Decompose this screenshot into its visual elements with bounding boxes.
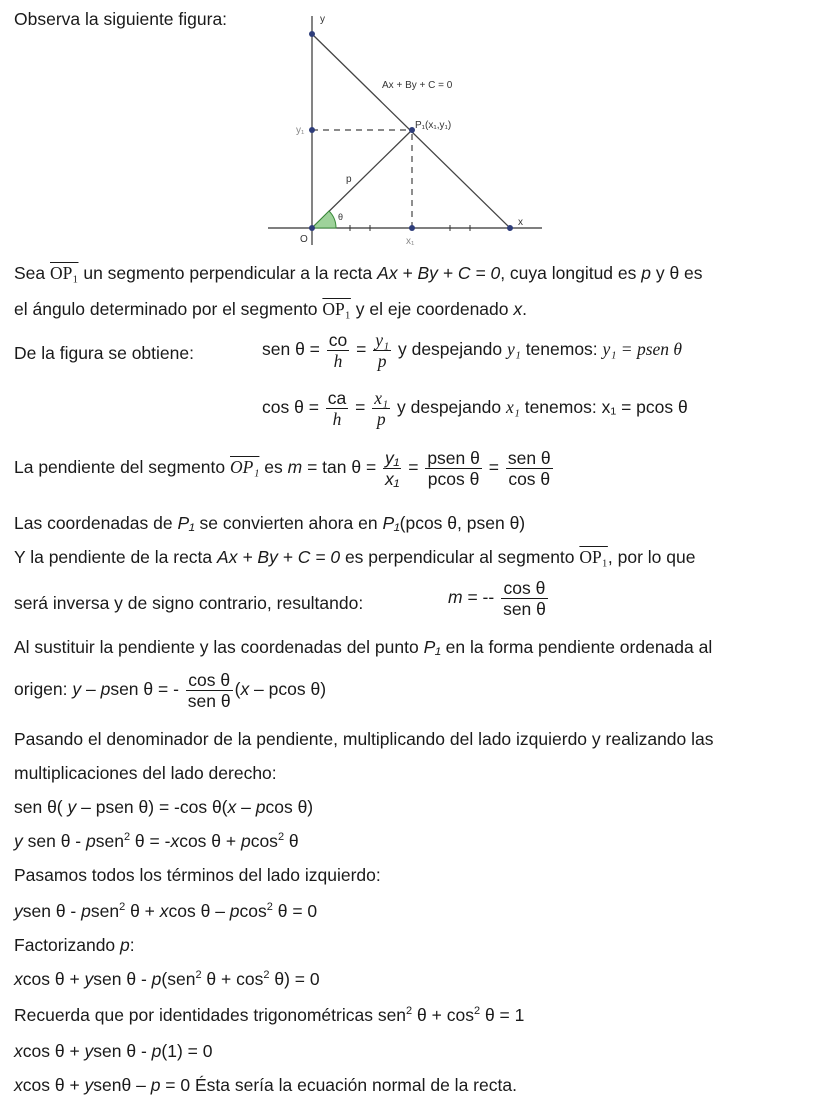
p-label: p — [346, 174, 352, 185]
text-line-12: multiplicaciones del lado derecho: — [14, 763, 277, 783]
intro-text: Observa la siguiente figura: — [14, 9, 228, 29]
inverse-slope-equation: m = -- $\frac{\text{cos θ}}{\text{sen θ}}$ — [448, 578, 546, 619]
angle-arc — [312, 211, 336, 228]
text-line-11: Pasando el denominador de la pendiente, multiplicando del lado izquierdo y realizando las — [14, 729, 714, 749]
slope-equation: La pendiente del segmento OP₁ es m = tan θ = $\frac{\text{y₁}}{\text{x₁}}$ = $\frac{\text{psen θ}}{\text{pcos θ}}$ = $\frac{\text{sen θ}}{\text{cos θ}}$ — [14, 448, 551, 489]
text-line-7: Y la pendiente de la recta Ax + By + C = 0 es perpendicular al segmento OP₁, por lo que — [14, 547, 696, 567]
fraction-cos-sen-2: $\frac{\text{cos θ}}{\text{sen θ}}$ — [187, 670, 231, 711]
sen-theta-equation: sen θ = $\frac{co}{h}$ = $\frac{\text{y₁}}{p}$ y despejando y₁ tenemos: y₁ = psen θ — [262, 330, 683, 371]
x-axis-label: x — [518, 217, 523, 228]
fraction-psen-pcos: $\frac{\text{psen θ}}{\text{pcos θ}}$ — [427, 448, 480, 489]
fraction-x1-p: $\frac{\text{x₁}}{p}$ — [374, 388, 389, 429]
text-line-3-label: De la figura se obtiene: — [14, 343, 194, 363]
text-line-17: Factorizando p: — [14, 935, 135, 955]
x1-label: x₁ — [406, 236, 415, 247]
equation-line-18: xcos θ + ysen θ - p(sen$^2$ $\theta + \cos^2 \theta) = 0$ — [14, 969, 320, 989]
fraction-y1-p: $\frac{\text{y₁}}{p}$ — [375, 330, 390, 371]
text-line-6: Las coordenadas de P₁ se convierten ahora en P₁(pcos θ, psen θ) — [14, 513, 526, 533]
fraction-ca-h: $\frac{ca}{h}$ — [327, 388, 347, 429]
fraction-cos-sen: $\frac{\text{cos θ}}{\text{sen θ}}$ — [503, 578, 546, 619]
text-line-15: Pasamos todos los términos del lado izquierdo: — [14, 865, 381, 885]
text-line-2: el ángulo determinado por el segmento OP₁ y el eje coordenado x. — [14, 299, 527, 319]
text-line-19: Recuerda que por identidades trigonométricas sen$^2$ $\theta + \cos^2 \theta = 1$ — [14, 1005, 525, 1025]
geometry-figure — [262, 10, 552, 250]
equation-line-14: y sen θ - psen$^2$ θ = -xcos θ + pcos$^2$ θ — [14, 831, 299, 851]
fraction-co-h: $\frac{co}{h}$ — [328, 330, 348, 371]
y1-label: y₁ — [296, 125, 305, 136]
point-label: P₁(x₁,y₁) — [415, 120, 452, 131]
fraction-sen-cos: $\frac{\text{sen θ}}{\text{cos θ}}$ — [507, 448, 551, 489]
fraction-y1-x1: $\frac{\text{y₁}}{\text{x₁}}$ — [385, 448, 400, 489]
equation-line-16: ysen θ - psen$^2$ θ + xcos θ – pcos$^2$ θ = 0 — [14, 901, 318, 921]
theta-label: θ — [338, 212, 344, 222]
text-line-8-label: será inversa y de signo contrario, resultando: — [14, 593, 364, 613]
y-axis-label: y — [320, 14, 325, 25]
equation-line-13: sen θ( y – psen θ) = -cos θ(x – pcos θ) — [14, 797, 314, 817]
origin-label: O — [300, 234, 308, 245]
text-line-1: Sea OP₁ un segmento perpendicular a la recta Ax + By + C = 0, cuya longitud es p y θ es — [14, 263, 703, 283]
equation-line-20: xcos θ + ysen θ - p(1) = 0 — [14, 1041, 213, 1061]
point-slope-equation: origen: y – psen θ = - $\frac{\text{cos θ}}{\text{sen θ}}$ (x – pcos θ) — [14, 670, 327, 711]
cos-theta-equation: cos θ = $\frac{ca}{h}$ = $\frac{\text{x₁}}{p}$ y despejando x₁ tenemos: x₁ = pcos θ — [262, 388, 688, 429]
text-line-9: Al sustituir la pendiente y las coordenadas del punto P₁ en la forma pendiente ordenada al — [14, 637, 713, 657]
line-label: Ax + By + C = 0 — [382, 80, 453, 91]
equation-line-21: xcos θ + ysenθ – p = 0 Ésta sería la ecuación normal de la recta. — [14, 1075, 517, 1095]
